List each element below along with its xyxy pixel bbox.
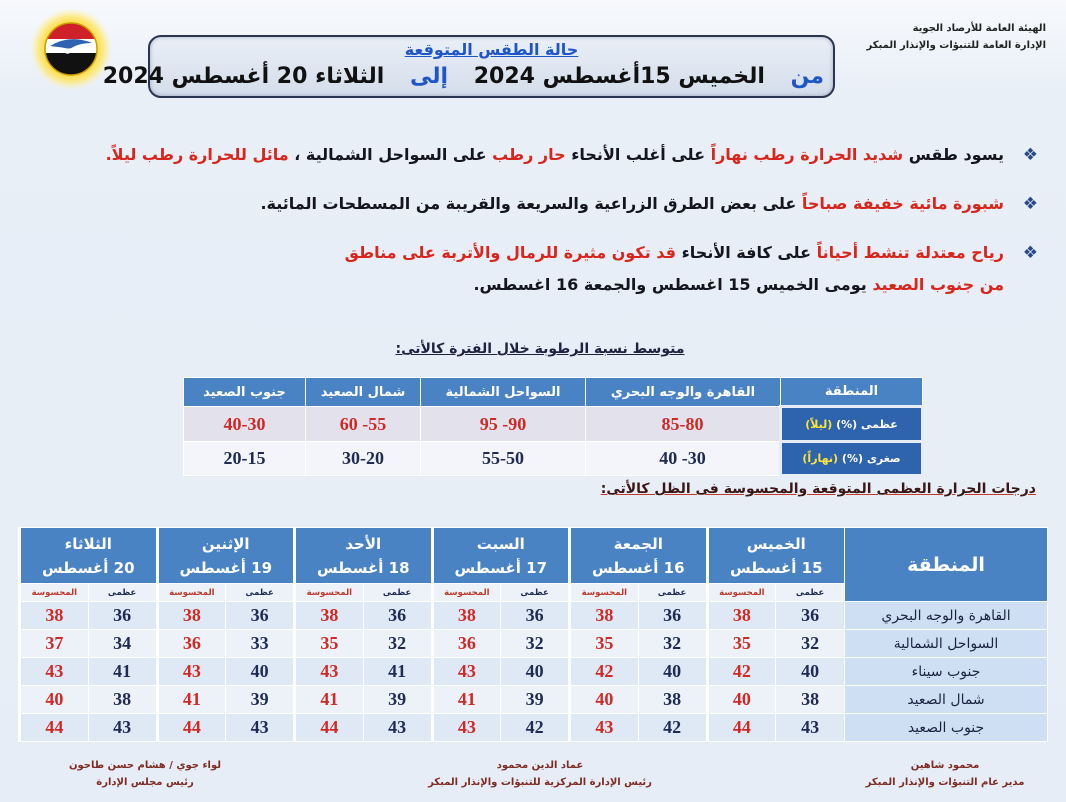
bullet-line <box>40 139 1004 171</box>
max-temperature-value: 43 <box>363 714 432 742</box>
period-to-date: الثلاثاء 20 أغسطس 2024 <box>102 64 385 89</box>
bullet-line <box>40 269 1004 301</box>
max-temperature-value: 38 <box>88 686 157 714</box>
temperature-header-row <box>20 528 1048 584</box>
max-subheader: عظمى <box>501 584 570 602</box>
bullet-emphasis-text: مائل للحرارة رطب ليلاً. <box>105 145 289 164</box>
humidity-row <box>184 442 923 476</box>
forecast-bullet <box>40 188 1040 220</box>
day-name: الأحد <box>345 534 382 553</box>
max-temperature-value: 43 <box>226 714 295 742</box>
signature-title: مدير عام التنبؤات والإنذار المبكر <box>865 777 1025 788</box>
feels-like-value: 38 <box>295 602 364 630</box>
humidity-section-title: متوسط نسبة الرطوبة خلال الفترة كالأتى: <box>395 341 685 357</box>
humidity-measure-label: صغرى (%) <box>841 452 901 465</box>
max-temperature-value: 32 <box>501 630 570 658</box>
feels-like-value: 43 <box>20 658 89 686</box>
region-name: جنوب الصعيد <box>845 714 1048 742</box>
humidity-period-label: (ليلاً) <box>805 417 833 431</box>
temperature-row <box>20 714 1048 742</box>
feels-like-value: 35 <box>295 630 364 658</box>
max-temperature-value: 32 <box>776 630 845 658</box>
feels-like-value: 36 <box>157 630 226 658</box>
day-name: الإثنين <box>201 534 250 553</box>
max-temperature-value: 36 <box>226 602 295 630</box>
day-name: الجمعة <box>613 534 663 553</box>
region-name: شمال الصعيد <box>845 686 1048 714</box>
bullet-text: على السواحل الشمالية ، <box>288 145 493 164</box>
signature-board-chairman <box>35 757 255 791</box>
max-temperature-value: 36 <box>363 602 432 630</box>
day-name: الخميس <box>746 534 806 553</box>
max-temperature-value: 42 <box>638 714 707 742</box>
max-temperature-value: 39 <box>501 686 570 714</box>
humidity-measure-label: عظمى (%) <box>836 417 898 431</box>
feels-like-value: 44 <box>707 714 776 742</box>
max-temperature-value: 40 <box>501 658 570 686</box>
humidity-value: 95 -90 <box>421 407 586 442</box>
feels-like-value: 43 <box>157 658 226 686</box>
temperature-row <box>20 602 1048 630</box>
signature-name: محمود شاهين <box>910 760 980 771</box>
max-temperature-value: 40 <box>776 658 845 686</box>
feels-like-value: 36 <box>432 630 501 658</box>
max-temperature-value: 38 <box>638 686 707 714</box>
max-temperature-value: 36 <box>638 602 707 630</box>
max-temperature-value: 39 <box>226 686 295 714</box>
feels-like-value: 40 <box>707 686 776 714</box>
day-header <box>707 528 845 584</box>
max-subheader: عظمى <box>88 584 157 602</box>
organization-name: الهيئة العامة للأرصاد الجوية <box>912 23 1046 34</box>
day-header <box>20 528 158 584</box>
bullet-emphasis-text: من جنوب الصعيد <box>872 275 1004 294</box>
max-temperature-value: 36 <box>776 602 845 630</box>
max-temperature-value: 32 <box>363 630 432 658</box>
period-from-label: من <box>790 64 824 89</box>
feels-like-subheader: المحسوسة <box>295 584 364 602</box>
region-name: السواحل الشمالية <box>845 630 1048 658</box>
humidity-value: 55-50 <box>421 442 586 476</box>
feels-like-value: 42 <box>570 658 639 686</box>
humidity-column-header: جنوب الصعيد <box>184 378 306 407</box>
humidity-value: 40-30 <box>184 407 306 442</box>
max-subheader: عظمى <box>638 584 707 602</box>
max-subheader: عظمى <box>226 584 295 602</box>
day-date: 20 أغسطس <box>41 558 135 577</box>
day-date: 17 أغسطس <box>454 558 548 577</box>
humidity-column-header: شمال الصعيد <box>306 378 421 407</box>
max-subheader: عظمى <box>363 584 432 602</box>
signature-forecast-director <box>845 757 1045 791</box>
humidity-header-row <box>184 378 923 407</box>
feels-like-subheader: المحسوسة <box>570 584 639 602</box>
region-name: القاهرة والوجه البحري <box>845 602 1048 630</box>
max-temperature-value: 43 <box>776 714 845 742</box>
humidity-table <box>183 377 924 477</box>
signature-name: لواء جوي / هشام حسن طاحون <box>68 760 222 771</box>
temperature-row <box>20 630 1048 658</box>
feels-like-value: 35 <box>570 630 639 658</box>
bullet-text: يومى الخميس 15 اغسطس والجمعة 16 اغسطس. <box>473 275 873 294</box>
temperature-section-title: درجات الحرارة العظمى المتوقعة والمحسوسة فى الظل كالأتى: <box>600 481 1036 497</box>
diamond-bullet-icon: ❖ <box>1022 194 1038 214</box>
day-header <box>570 528 708 584</box>
max-temperature-value: 38 <box>776 686 845 714</box>
max-temperature-value: 39 <box>363 686 432 714</box>
period-from-date: الخميس 15أغسطس 2024 <box>473 64 765 89</box>
feels-like-value: 40 <box>570 686 639 714</box>
bullet-emphasis-text: قد تكون مثيرة للرمال والأتربة على مناطق <box>344 243 677 262</box>
diamond-bullet-icon: ❖ <box>1022 243 1038 263</box>
day-date: 18 أغسطس <box>316 558 410 577</box>
humidity-value: 40 -30 <box>586 442 781 476</box>
forecast-bullet <box>40 139 1040 171</box>
feels-like-value: 43 <box>432 714 501 742</box>
feels-like-subheader: المحسوسة <box>707 584 776 602</box>
forecast-title: حالة الطقس المتوقعة <box>404 40 579 59</box>
max-temperature-value: 32 <box>638 630 707 658</box>
feels-like-subheader: المحسوسة <box>157 584 226 602</box>
feels-like-value: 43 <box>295 658 364 686</box>
region-name: جنوب سيناء <box>845 658 1048 686</box>
temperature-row <box>20 686 1048 714</box>
organization-department: الإدارة العامة للتنبؤات والإنذار المبكر <box>866 40 1046 51</box>
feels-like-value: 41 <box>432 686 501 714</box>
feels-like-value: 35 <box>707 630 776 658</box>
bullet-line <box>40 237 1004 269</box>
organization-header <box>846 20 1046 54</box>
day-header <box>432 528 570 584</box>
max-temperature-value: 40 <box>226 658 295 686</box>
humidity-value: 60 -55 <box>306 407 421 442</box>
humidity-value: 85-80 <box>586 407 781 442</box>
signature-central-director <box>405 757 675 791</box>
humidity-column-header: السواحل الشمالية <box>421 378 586 407</box>
period-to-label: إلى <box>410 64 449 89</box>
day-date: 19 أغسطس <box>179 558 273 577</box>
feels-like-value: 42 <box>707 658 776 686</box>
feels-like-value: 38 <box>707 602 776 630</box>
bullet-emphasis-text: شديد الحرارة رطب نهاراً <box>710 145 904 164</box>
humidity-value: 20-15 <box>184 442 306 476</box>
max-temperature-value: 36 <box>88 602 157 630</box>
feels-like-value: 41 <box>157 686 226 714</box>
feels-like-value: 44 <box>157 714 226 742</box>
temperature-region-header: المنطقة <box>845 528 1048 602</box>
feels-like-value: 44 <box>295 714 364 742</box>
bullet-emphasis-text: رياح معتدلة تنشط أحياناً <box>816 243 1004 262</box>
feels-like-value: 37 <box>20 630 89 658</box>
bullet-text: على كافة الأنحاء <box>676 243 817 262</box>
max-temperature-value: 40 <box>638 658 707 686</box>
max-temperature-value: 33 <box>226 630 295 658</box>
forecast-bullet <box>40 237 1040 301</box>
feels-like-subheader: المحسوسة <box>20 584 89 602</box>
max-temperature-value: 42 <box>501 714 570 742</box>
feels-like-value: 43 <box>432 658 501 686</box>
bullet-text: يسود طقس <box>903 145 1004 164</box>
diamond-bullet-icon: ❖ <box>1022 145 1038 165</box>
bullet-emphasis-text: حار رطب <box>492 145 566 164</box>
max-temperature-value: 34 <box>88 630 157 658</box>
bullet-text: على أغلب الأنحاء <box>565 145 711 164</box>
max-temperature-value: 41 <box>363 658 432 686</box>
signature-title: رئيس الإدارة المركزية للتنبؤات والإنذار المبكر <box>428 777 652 788</box>
day-date: 16 أغسطس <box>591 558 685 577</box>
forecast-title-box <box>102 35 835 98</box>
feels-like-value: 38 <box>20 602 89 630</box>
humidity-row <box>184 407 923 442</box>
feels-like-value: 40 <box>20 686 89 714</box>
feels-like-value: 38 <box>432 602 501 630</box>
day-header <box>295 528 433 584</box>
max-temperature-value: 41 <box>88 658 157 686</box>
feels-like-value: 38 <box>157 602 226 630</box>
max-temperature-value: 36 <box>501 602 570 630</box>
temperature-row <box>20 658 1048 686</box>
day-name: الثلاثاء <box>64 534 112 553</box>
day-date: 15 أغسطس <box>729 558 823 577</box>
bullet-emphasis-text: شبورة مائية خفيفة صباحاً <box>801 194 1004 213</box>
feels-like-subheader: المحسوسة <box>432 584 501 602</box>
humidity-region-header: المنطقة <box>781 378 923 407</box>
humidity-row-label <box>781 442 923 476</box>
forecast-period <box>102 64 833 89</box>
signature-name: عماد الدين محمود <box>496 760 584 771</box>
signature-title: رئيس مجلس الإدارة <box>96 777 194 788</box>
day-name: السبت <box>476 534 525 553</box>
humidity-period-label: (نهاراً) <box>802 452 839 465</box>
temperature-table <box>18 527 1048 742</box>
feels-like-value: 41 <box>295 686 364 714</box>
max-subheader: عظمى <box>776 584 845 602</box>
humidity-value: 30-20 <box>306 442 421 476</box>
humidity-column-header: القاهرة والوجه البحري <box>586 378 781 407</box>
feels-like-value: 44 <box>20 714 89 742</box>
max-temperature-value: 43 <box>88 714 157 742</box>
forecast-bullets <box>40 139 1040 318</box>
bullet-text: على بعض الطرق الزراعية والسريعة والقريبة من المسطحات المائية. <box>260 194 802 213</box>
bullet-line <box>40 188 1004 220</box>
day-header <box>157 528 295 584</box>
feels-like-value: 38 <box>570 602 639 630</box>
feels-like-value: 43 <box>570 714 639 742</box>
humidity-row-label <box>781 407 923 442</box>
